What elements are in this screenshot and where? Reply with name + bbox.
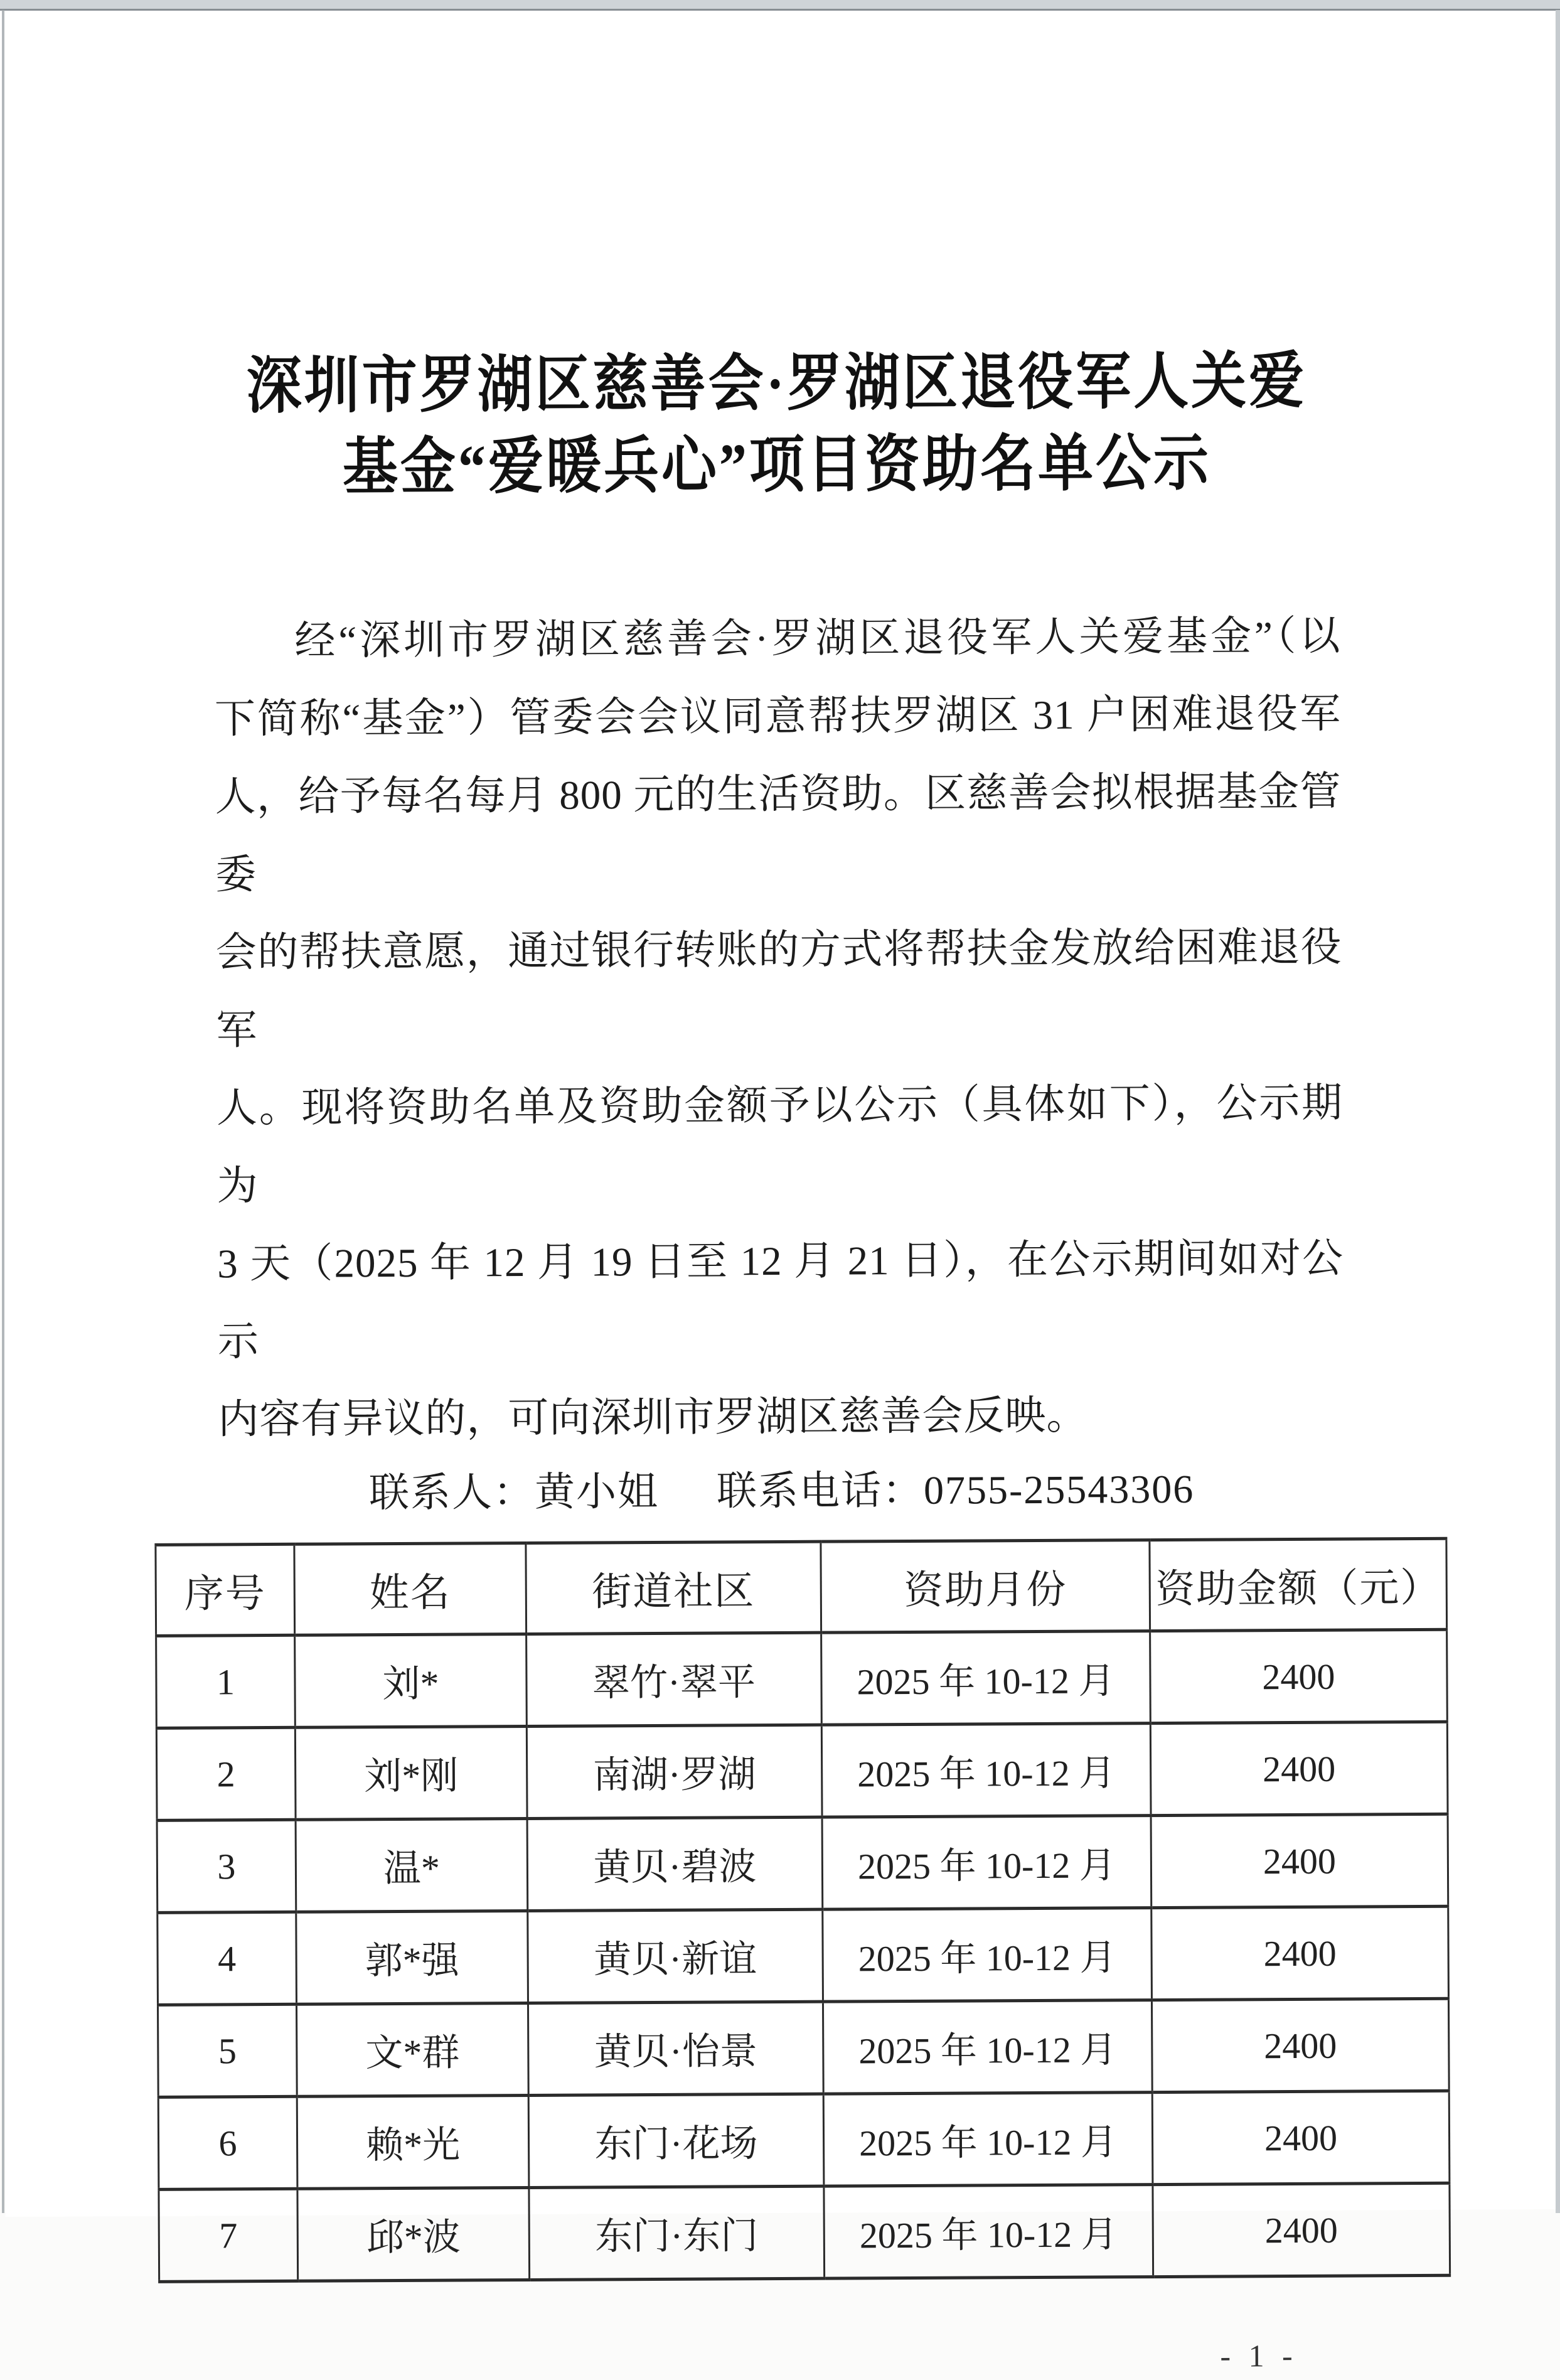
cell-community: 东门·花场 (528, 2094, 824, 2187)
scan-edge-left (2, 10, 4, 2213)
scan-edge-top (0, 0, 1560, 11)
body-line-7: 内容有异议的，可向深圳市罗湖区慈善会反映。 (218, 1393, 1088, 1443)
cell-months: 2025 年 10-12 月 (824, 2185, 1153, 2279)
contact-phone-number: 0755-25543306 (923, 1466, 1195, 1513)
announcement-body (214, 598, 1345, 1459)
table-row (159, 2183, 1450, 2281)
page-number: - 1 - (1220, 2337, 1298, 2374)
cell-months: 2025 年 10-12 月 (821, 1723, 1151, 1818)
table-row (156, 1629, 1448, 1728)
contact-line (369, 1452, 1560, 1528)
cell-amount: 2400 (1152, 2091, 1450, 2184)
table-row (158, 1906, 1449, 2005)
col-header-name: 姓名 (294, 1543, 526, 1635)
table-row (157, 1814, 1448, 1912)
cell-community: 东门·东门 (529, 2186, 825, 2280)
col-header-community: 街道社区 (526, 1541, 821, 1634)
cell-name: 刘*刚 (295, 1726, 527, 1820)
table-row (158, 2091, 1450, 2189)
cell-serial: 2 (156, 1727, 296, 1820)
cell-name: 文*群 (296, 2003, 528, 2096)
body-line-5: 人。现将资助名单及资助金额予以公示（具体如下），公示期为 (216, 1080, 1344, 1209)
cell-community: 翠竹·翠平 (526, 1632, 822, 1726)
cell-name: 郭*强 (296, 1911, 528, 2004)
cell-amount: 2400 (1151, 1906, 1449, 2000)
cell-months: 2025 年 10-12 月 (823, 1908, 1152, 2002)
contact-person-label: 联系人： (368, 1469, 535, 1516)
cell-community: 南湖·罗湖 (526, 1725, 822, 1818)
col-header-serial: 序号 (156, 1544, 295, 1636)
document-title (210, 341, 1344, 510)
col-header-amount: 资助金额（元） (1150, 1538, 1447, 1631)
body-line-4: 会的帮扶意愿，通过银行转账的方式将帮扶金发放给困难退役军 (215, 925, 1342, 1054)
cell-months: 2025 年 10-12 月 (821, 1631, 1151, 1725)
cell-community: 黄贝·新谊 (528, 1909, 823, 2003)
body-line-2: 下简称“基金”）管委会会议同意帮扶罗湖区 31 户困难退役军 (214, 691, 1342, 742)
body-line-3: 人，给予每名每月 800 元的生活资助。区慈善会拟根据基金管委 (215, 769, 1342, 898)
subsidy-table (154, 1537, 1451, 2283)
cell-serial: 7 (159, 2189, 298, 2281)
table-row (156, 1722, 1448, 1820)
col-header-months: 资助月份 (821, 1540, 1150, 1633)
contact-person-name: 黄小姐 (534, 1469, 660, 1514)
title-line-1: 深圳市罗湖区慈善会·罗湖区退役军人关爱 (246, 348, 1307, 421)
cell-months: 2025 年 10-12 月 (822, 1816, 1151, 1910)
cell-community: 黄贝·碧波 (527, 1817, 823, 1911)
cell-name: 邱*波 (297, 2187, 530, 2281)
contact-phone-label: 联系电话： (716, 1467, 924, 1514)
cell-name: 温* (296, 1818, 528, 1912)
cell-months: 2025 年 10-12 月 (823, 2000, 1152, 2094)
cell-serial: 5 (158, 2004, 297, 2097)
cell-amount: 2400 (1151, 1814, 1448, 1907)
cell-amount: 2400 (1153, 2183, 1450, 2276)
cell-serial: 6 (158, 2096, 297, 2189)
cell-serial: 4 (158, 1912, 297, 2005)
cell-serial: 1 (156, 1635, 296, 1728)
table-row (158, 1998, 1449, 2097)
cell-serial: 3 (157, 1820, 296, 1912)
cell-months: 2025 年 10-12 月 (823, 2093, 1153, 2187)
cell-amount: 2400 (1150, 1722, 1448, 1815)
title-line-2: 基金“爱暖兵心”项目资助名单公示 (342, 429, 1212, 503)
scan-edge-right (1556, 10, 1560, 2213)
table-header-row (156, 1538, 1447, 1636)
cell-amount: 2400 (1150, 1629, 1448, 1723)
cell-name: 刘* (295, 1634, 527, 1727)
cell-amount: 2400 (1151, 1998, 1449, 2092)
body-line-1: 经“深圳市罗湖区慈善会·罗湖区退役军人关爱基金”（以 (294, 613, 1341, 664)
cell-community: 黄贝·怡景 (528, 2002, 823, 2095)
body-line-6: 3 天（2025 年 12 月 19 日至 12 月 21 日），在公示期间如对公示 (217, 1236, 1344, 1365)
cell-name: 赖*光 (297, 2095, 529, 2189)
